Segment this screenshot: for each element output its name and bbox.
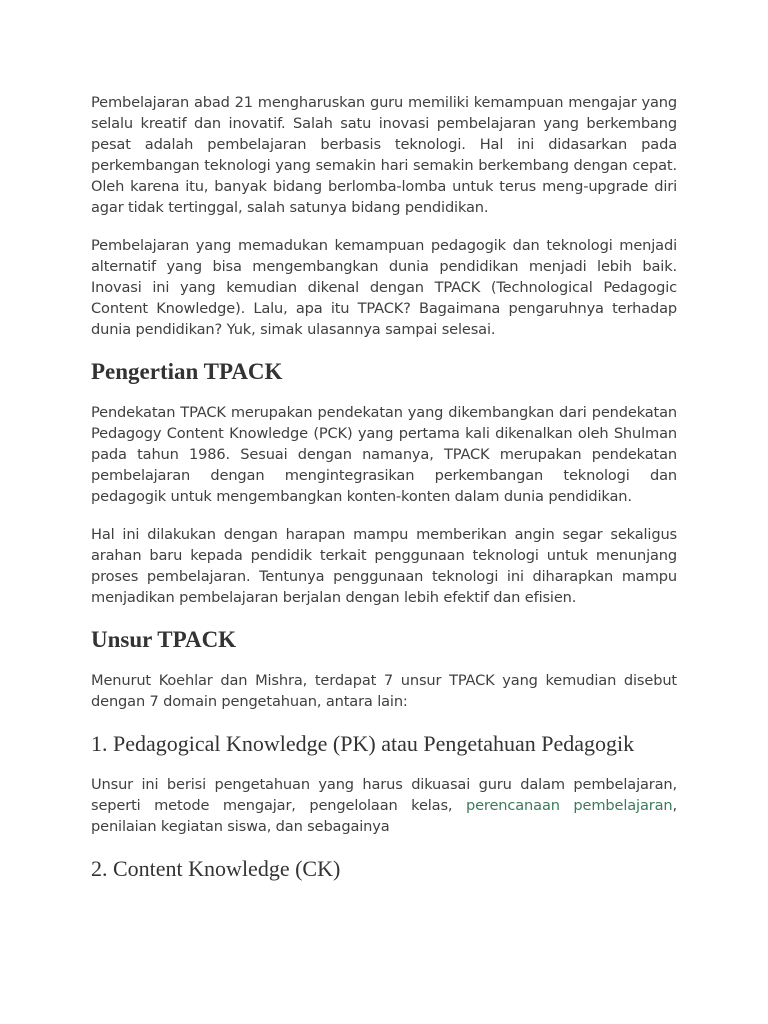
heading-pedagogical-knowledge: 1. Pedagogical Knowledge (PK) atau Pengetahuan Pedagogik: [91, 731, 635, 756]
perencanaan-pembelajaran-link[interactable]: perencanaan pembelajaran: [465, 797, 673, 814]
paragraph-pengertian-1: Pendekatan TPACK merupakan pendekatan yang dikembangkan dari pendekatan Pedagogy Content Knowledge (PCK) yang pertama kali dikenalkan oleh Shulman pada tahun 1986. Sesuai dengan namanya, TPACK merupakan pendekatan pembelajaran dengan mengintegrasikan perkembangan teknologi dan pedagogik untuk mengembangkan konten-konten dalam dunia pendidikan.: [91, 404, 677, 505]
paragraph-text-after-link: , penilaian kegiatan siswa, dan sebagainya: [91, 797, 677, 835]
paragraph-unsur-intro: Menurut Koehlar dan Mishra, terdapat 7 unsur TPACK yang kemudian disebut dengan 7 domain pengetahuan, antara lain:: [91, 672, 677, 710]
paragraph-pedagogical-knowledge: [91, 774, 677, 837]
heading-content-knowledge: 2. Content Knowledge (CK): [91, 856, 341, 881]
article-body: [91, 92, 677, 899]
paragraph-pengertian-2: Hal ini dilakukan dengan harapan mampu memberikan angin segar sekaligus arahan baru kepada pendidik terkait penggunaan teknologi untuk menunjang proses pembelajaran. Tentunya penggunaan teknologi ini diharapkan mampu menjadikan pembelajaran berjalan dengan lebih efektif dan efisien.: [91, 526, 677, 606]
paragraph-text-before-link: Unsur ini berisi pengetahuan yang harus dikuasai guru dalam pembelajaran, seperti metode mengajar, pengelolaan kelas,: [91, 776, 677, 814]
heading-unsur-tpack: Unsur TPACK: [91, 627, 237, 652]
paragraph-intro: Pembelajaran abad 21 mengharuskan guru memiliki kemampuan mengajar yang selalu kreatif dan inovatif. Salah satu inovasi pembelajaran yang berkembang pesat adalah pembelajaran berbasis teknologi. Hal ini didasarkan pada perkembangan teknologi yang semakin hari semakin berkembang dengan cepat. Oleh karena itu, banyak bidang berlomba-lomba untuk terus meng-upgrade diri agar tidak tertinggal, salah satunya bidang pendidikan.: [91, 94, 677, 216]
paragraph-tpack-intro: Pembelajaran yang memadukan kemampuan pedagogik dan teknologi menjadi alternatif yang bisa mengembangkan dunia pendidikan menjadi lebih baik. Inovasi ini yang kemudian dikenal dengan TPACK (Technological Pedagogic Content Knowledge). Lalu, apa itu TPACK? Bagaimana pengaruhnya terhadap dunia pendidikan? Yuk, simak ulasannya sampai selesai.: [91, 237, 677, 338]
heading-pengertian-tpack: Pengertian TPACK: [91, 359, 283, 384]
